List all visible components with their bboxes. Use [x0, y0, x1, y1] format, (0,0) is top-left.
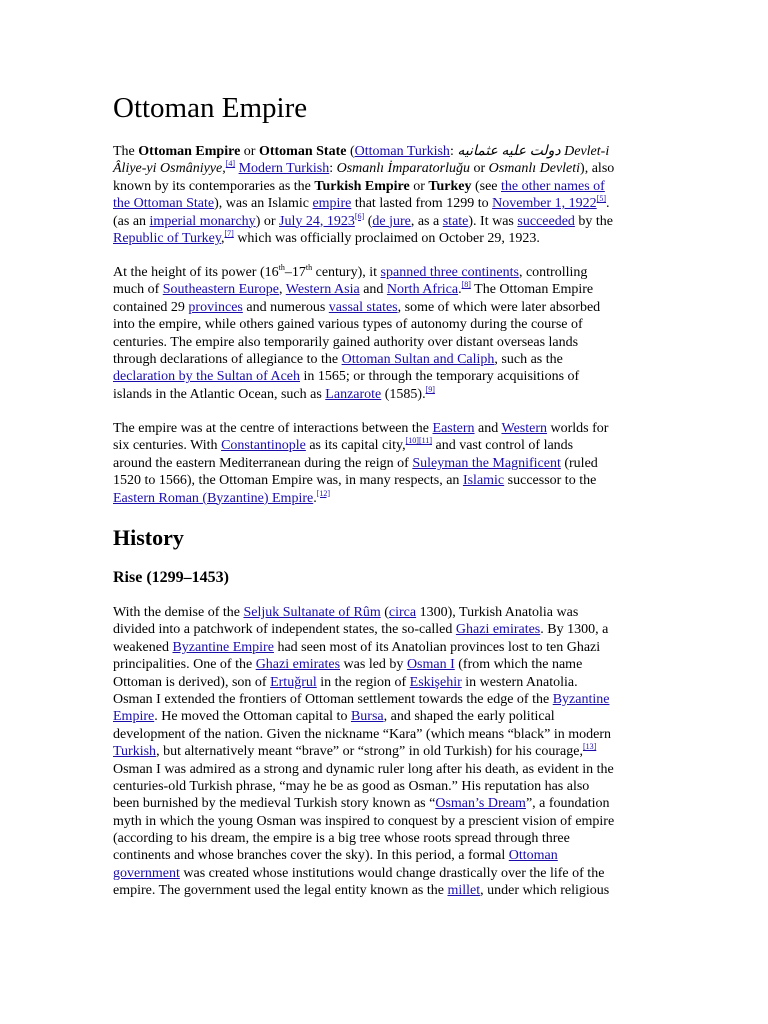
- text-run: With the demise of the: [113, 605, 244, 620]
- text-line: [113, 691, 658, 708]
- text-run: as its capital city,: [305, 438, 406, 454]
- text-run: in western Anatolia.: [461, 674, 578, 690]
- italic-term: Osmanlı Devleti: [488, 161, 581, 177]
- text-run: . By 1300, a: [540, 622, 609, 638]
- link-ottoman-turkish[interactable]: Ottoman Turkish: [354, 144, 450, 159]
- text-run: The Ottoman Empire: [470, 282, 594, 298]
- text-run: and vast control of lands: [432, 438, 574, 454]
- text-run: or: [409, 178, 429, 194]
- text-run: and: [359, 282, 387, 298]
- text-run: (1585).: [381, 386, 426, 402]
- text-line: [113, 386, 658, 403]
- text-line: [113, 420, 658, 437]
- text-run: ), also: [580, 161, 615, 177]
- text-run: Osman I was admired as a strong and dynamic ruler long after his death, as evident in the: [113, 761, 614, 777]
- text-run: been burnished by the medieval Turkish story known as “: [113, 796, 436, 812]
- text-line: [113, 299, 658, 316]
- text-run: much of: [113, 282, 163, 298]
- text-line: [113, 847, 658, 864]
- text-run: successor to the: [504, 473, 597, 489]
- link-the-other-names-of[interactable]: the other names of: [501, 178, 605, 194]
- text-run: ) or: [255, 213, 280, 229]
- citation-ref[interactable]: [12]: [316, 488, 331, 498]
- text-run: , controlling: [518, 265, 588, 280]
- centre-of-interactions-paragraph: [113, 420, 658, 507]
- italic-term: دولت عليه عثمانيه: [457, 144, 561, 159]
- text-run: (ruled: [560, 455, 598, 471]
- text-line: [113, 368, 658, 385]
- text-run: contained 29: [113, 299, 189, 315]
- link-bursa[interactable]: Bursa: [350, 709, 384, 725]
- bold-term: Turkey: [428, 178, 472, 194]
- link-byzantine[interactable]: Byzantine: [552, 691, 610, 707]
- text-line: [113, 490, 658, 507]
- text-line: [113, 778, 658, 795]
- link-eskisehir[interactable]: Eskişehir: [409, 674, 462, 690]
- link-empire[interactable]: Empire: [113, 709, 155, 725]
- text-line: [113, 437, 658, 454]
- link-de-jure[interactable]: de jure: [372, 213, 411, 229]
- text-run: :: [449, 144, 458, 159]
- link-eastern[interactable]: Eastern: [432, 421, 475, 436]
- text-run: which was officially proclaimed on October 29, 1923.: [233, 230, 540, 246]
- text-line: [113, 882, 658, 899]
- text-run: (according to his dream, the empire is a big tree whose roots spread through three: [113, 831, 570, 847]
- text-run: Osman I extended the frontiers of Ottoman settlement towards the edge of the: [113, 691, 553, 707]
- text-run: was led by: [340, 657, 407, 673]
- citation-ref[interactable]: [4]: [225, 159, 236, 169]
- text-line: [113, 455, 658, 472]
- text-run: .: [606, 196, 610, 212]
- text-run: centuries-old Turkish phrase, “may he be as good as Osman.” His reputation has also: [113, 778, 590, 794]
- text-run: or: [470, 161, 489, 177]
- text-run: –17: [284, 265, 306, 280]
- link-byzantine-empire[interactable]: Byzantine Empire: [172, 639, 274, 655]
- text-line: [113, 264, 658, 281]
- text-line: [113, 656, 658, 673]
- text-run: weakened: [113, 639, 173, 655]
- text-run: Ottoman is derived), son of: [113, 674, 271, 690]
- history-heading: History: [113, 525, 184, 550]
- text-run: in the region of: [316, 674, 410, 690]
- text-run: . He moved the Ottoman capital to: [154, 709, 351, 725]
- ordinal-suffix: th: [278, 263, 285, 272]
- citation-ref[interactable]: [7]: [224, 228, 234, 238]
- ordinal-suffix: th: [305, 263, 313, 272]
- text-run: :: [329, 161, 337, 177]
- link-succeeded[interactable]: succeeded: [517, 213, 575, 229]
- citation-ref[interactable]: [11]: [418, 436, 432, 446]
- text-line: [113, 708, 658, 725]
- text-line: [113, 316, 658, 333]
- text-run: was created whose institutions would change drastically over the life of the: [179, 865, 605, 881]
- link-provinces[interactable]: provinces: [188, 299, 243, 315]
- link-north-africa[interactable]: North Africa: [386, 282, 459, 298]
- text-run: .: [313, 490, 317, 506]
- link-western[interactable]: Western: [501, 421, 548, 436]
- link-eastern-roman-byzantine-empire[interactable]: Eastern Roman (Byzantine) Empire: [113, 490, 314, 506]
- text-run: six centuries. With: [113, 438, 222, 454]
- text-run: continents and whose branches cover the sky). In this period, a formal: [113, 848, 509, 864]
- link-constantinople[interactable]: Constantinople: [221, 438, 306, 454]
- text-run: centuries. The empire also temporarily gained authority over distant overseas lands: [113, 334, 579, 350]
- text-run: , under which religious: [480, 883, 610, 899]
- text-run: principalities. One of the: [113, 657, 256, 673]
- text-line: [113, 195, 658, 212]
- text-run: ), was an Islamic: [214, 196, 313, 212]
- rise-subheading: Rise (1299–1453): [113, 569, 229, 586]
- text-line: [113, 761, 658, 778]
- text-run: ”, a foundation: [525, 796, 610, 812]
- text-line: [113, 604, 658, 621]
- link-western-asia[interactable]: Western Asia: [285, 282, 360, 298]
- link-suleyman-the-magnificent[interactable]: Suleyman the Magnificent: [412, 455, 561, 471]
- link-ertugrul[interactable]: Ertuğrul: [270, 674, 317, 690]
- text-run: (as an: [113, 213, 150, 229]
- citation-ref[interactable]: [8]: [461, 280, 471, 290]
- text-run: (see: [471, 178, 502, 194]
- text-line: [113, 743, 658, 760]
- text-run: ,: [222, 161, 226, 177]
- text-run: by the: [574, 213, 614, 229]
- link-islamic[interactable]: Islamic: [462, 473, 505, 489]
- text-run: (: [380, 605, 389, 620]
- citation-ref[interactable]: [13]: [582, 742, 597, 752]
- text-run: 1300), Turkish Anatolia was: [416, 605, 579, 620]
- italic-term: Âliye-yi Osmâniyye: [113, 161, 223, 177]
- bold-term: Ottoman Empire: [138, 144, 241, 159]
- link-modern-turkish[interactable]: Modern Turkish: [238, 161, 330, 177]
- text-run: myth in which the young Osman was inspired to conquest by a prescient vision of empire: [113, 813, 615, 829]
- text-line: [113, 674, 658, 691]
- text-run: development of the nation. Given the nickname “Kara” (which means “black” in modern: [113, 726, 611, 742]
- citation-ref[interactable]: [6]: [354, 211, 365, 221]
- text-run: , some of which were later absorbed: [397, 299, 601, 315]
- link-imperial-monarchy[interactable]: imperial monarchy: [149, 213, 256, 229]
- text-line: [113, 230, 658, 247]
- text-run: 1520 to 1566), the Ottoman Empire was, in many respects, an: [113, 473, 463, 489]
- link-declaration-by-the-sultan-of-aceh[interactable]: declaration by the Sultan of Aceh: [113, 369, 300, 385]
- link-spanned-three-continents[interactable]: spanned three continents: [380, 265, 519, 280]
- text-run: ,: [220, 230, 225, 246]
- text-line: [113, 334, 658, 351]
- citation-ref[interactable]: [5]: [596, 194, 607, 204]
- text-line: [113, 726, 658, 743]
- text-line: [113, 160, 658, 177]
- link-vassal-states[interactable]: vassal states: [328, 299, 398, 315]
- text-run: (from which the name: [454, 657, 583, 673]
- link-ottoman[interactable]: Ottoman: [508, 848, 558, 864]
- link-millet[interactable]: millet: [447, 883, 481, 899]
- link-lanzarote[interactable]: Lanzarote: [325, 386, 382, 402]
- text-run: century), it: [312, 265, 381, 280]
- text-run: (: [346, 144, 355, 159]
- bold-term: Turkish Empire: [314, 178, 410, 194]
- height-of-power-paragraph: [113, 264, 658, 403]
- text-line: [113, 213, 658, 230]
- italic-term: Devlet-i: [564, 144, 610, 159]
- citation-ref[interactable]: [9]: [425, 384, 435, 394]
- text-run: empire. The government used the legal entity known as the: [113, 883, 448, 899]
- link-turkish[interactable]: Turkish: [113, 744, 157, 760]
- link-july-24-1923[interactable]: July 24, 1923: [279, 213, 355, 229]
- text-run: , as a: [410, 213, 443, 229]
- link-ghazi-emirates[interactable]: Ghazi emirates: [255, 657, 341, 673]
- link-ghazi-emirates[interactable]: Ghazi emirates: [455, 622, 541, 638]
- text-run: At the height of its power (16: [113, 265, 279, 280]
- link-southeastern-europe[interactable]: Southeastern Europe: [162, 282, 280, 298]
- text-run: , but alternatively meant “brave” or “strong” in old Turkish) for his courage,: [156, 744, 583, 760]
- link-circa[interactable]: circa: [388, 605, 417, 620]
- rise-paragraph: [113, 604, 658, 900]
- bold-term: Ottoman State: [258, 144, 347, 159]
- link-state[interactable]: state: [442, 213, 469, 229]
- text-line: [113, 639, 658, 656]
- text-run: ). It was: [468, 213, 518, 229]
- text-run: The: [113, 144, 139, 159]
- link-osman-s-dream[interactable]: Osman’s Dream: [435, 796, 526, 812]
- link-seljuk-sultanate-of-rum[interactable]: Seljuk Sultanate of Rûm: [243, 605, 381, 620]
- text-line: [113, 865, 658, 882]
- text-line: [113, 472, 658, 489]
- link-government[interactable]: government: [113, 865, 180, 881]
- text-run: had seen most of its Anatolian provinces lost to ten Ghazi: [273, 639, 601, 655]
- text-run: known by its contemporaries as the: [113, 178, 315, 194]
- text-run: and: [474, 421, 502, 436]
- text-run: divided into a patchwork of independent states, the so-called: [113, 622, 456, 638]
- text-run: that lasted from 1299 to: [351, 196, 493, 212]
- citation-ref[interactable]: [10]: [405, 436, 419, 446]
- intro-paragraph: [113, 143, 658, 247]
- text-run: , such as the: [494, 351, 563, 367]
- text-run: The empire was at the centre of interactions between the: [113, 421, 433, 436]
- link-november-1-1922[interactable]: November 1, 1922: [492, 196, 597, 212]
- text-run: (: [364, 213, 373, 229]
- text-run: ,: [279, 282, 286, 298]
- link-osman-i[interactable]: Osman I: [406, 657, 455, 673]
- text-line: [113, 143, 658, 160]
- link-empire[interactable]: empire: [312, 196, 352, 212]
- text-line: [113, 813, 658, 830]
- link-the-ottoman-state[interactable]: the Ottoman State: [113, 196, 215, 212]
- text-line: [113, 351, 658, 368]
- text-run: into the empire, while others gained various types of autonomy during the course of: [113, 317, 583, 333]
- page-title: Ottoman Empire: [113, 92, 308, 124]
- link-republic-of-turkey[interactable]: Republic of Turkey: [113, 230, 221, 246]
- text-run: islands in the Atlantic Ocean, such as: [113, 386, 326, 402]
- text-run: worlds for: [547, 421, 609, 436]
- text-run: , and shaped the early political: [383, 709, 555, 725]
- text-line: [113, 281, 658, 298]
- text-run: through declarations of allegiance to the: [113, 351, 342, 367]
- text-run: or: [240, 144, 259, 159]
- italic-term: Osmanlı İmparatorluğu: [336, 161, 470, 177]
- link-ottoman-sultan-and-caliph[interactable]: Ottoman Sultan and Caliph: [341, 351, 495, 367]
- text-run: around the eastern Mediterranean during the reign of: [113, 455, 413, 471]
- text-line: [113, 178, 658, 195]
- text-line: [113, 795, 658, 812]
- text-line: [113, 830, 658, 847]
- text-run: .: [458, 282, 462, 298]
- text-run: and numerous: [242, 299, 329, 315]
- text-line: [113, 621, 658, 638]
- text-run: in 1565; or through the temporary acquisitions of: [300, 369, 580, 385]
